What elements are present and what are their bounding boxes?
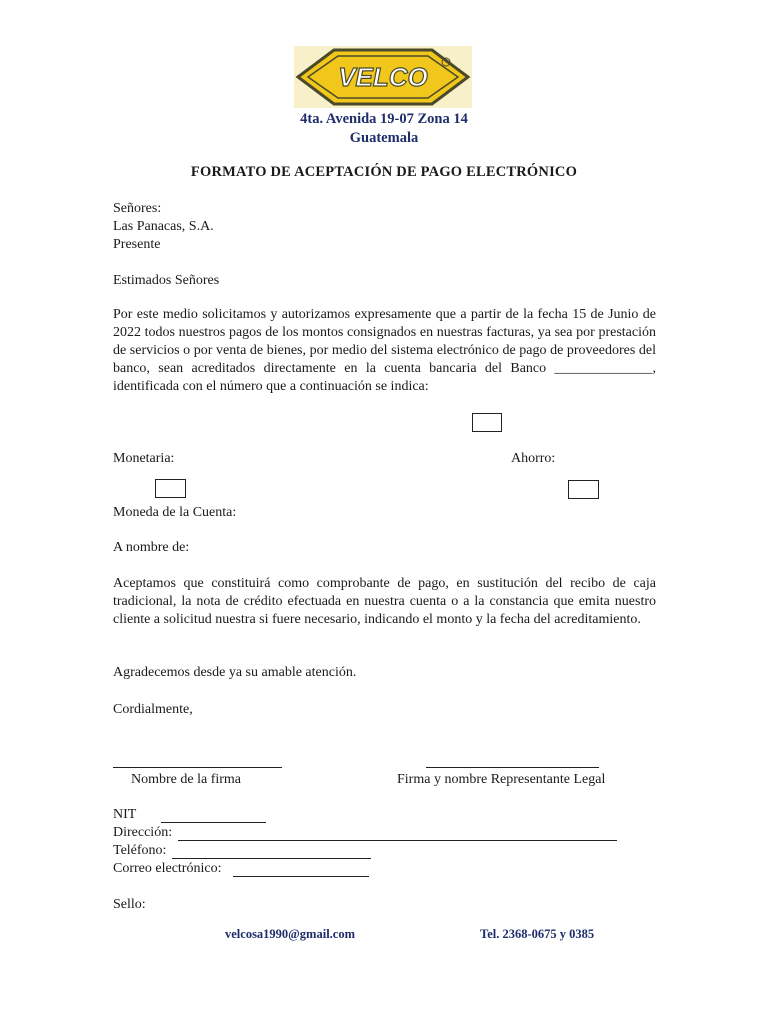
footer-phone: Tel. 2368-0675 y 0385 bbox=[480, 927, 595, 941]
velco-logo bbox=[294, 46, 472, 108]
document-title: FORMATO DE ACEPTACIÓN DE PAGO ELECTRÓNICO bbox=[190, 164, 578, 180]
address-line-1: 4ta. Avenida 19-07 Zona 14 bbox=[300, 111, 468, 127]
nit-label: NIT bbox=[113, 807, 137, 822]
direccion-field-line[interactable] bbox=[178, 840, 617, 841]
recipient-line-3: Presente bbox=[113, 237, 161, 252]
right-signature-line bbox=[426, 767, 599, 768]
correo-field-line[interactable] bbox=[233, 876, 369, 877]
thanks-line: Agradecemos desde ya su amable atención. bbox=[113, 665, 357, 680]
recipient-line-1: Señores: bbox=[113, 201, 162, 216]
direccion-label: Dirección: bbox=[113, 825, 173, 840]
sello-label: Sello: bbox=[113, 897, 146, 912]
acceptance-paragraph: Aceptamos que constituirá como comprobante de pago, en sustitución del recibo de caja tradicional, la nota de crédito efectuada en nuestra cuenta o a la constancia que emita nuestro cliente a solicitud nuestra si fuere necesario, indicando el monto y la fecha del acreditamiento. bbox=[113, 576, 656, 627]
ahorro-checkbox[interactable] bbox=[568, 480, 599, 499]
left-signature-line bbox=[113, 767, 282, 768]
telefono-label: Teléfono: bbox=[113, 843, 167, 858]
closing-line: Cordialmente, bbox=[113, 702, 193, 717]
account-number-box[interactable] bbox=[472, 413, 502, 432]
ahorro-label: Ahorro: bbox=[511, 451, 556, 466]
footer-email: velcosa1990@gmail.com bbox=[225, 927, 356, 941]
correo-label: Correo electrónico: bbox=[113, 861, 222, 876]
right-signature-label: Firma y nombre Representante Legal bbox=[397, 772, 606, 787]
salutation: Estimados Señores bbox=[113, 273, 220, 288]
address-line-2: Guatemala bbox=[349, 130, 419, 146]
authorization-paragraph: Por este medio solicitamos y autorizamos expresamente que a partir de la fecha 15 de Junio de 2022 todos nuestros pagos de los montos consignados en nuestras facturas, ya sea por prestación de servicios o por venta de bienes, por medio del sistema electrónico de pago de proveedores del banco, sean acreditados directamente en la cuenta bancaria del Banco ______________, identificada con el número que a continuación se indica: bbox=[113, 307, 656, 394]
left-signature-label: Nombre de la firma bbox=[131, 772, 242, 787]
recipient-line-2: Las Panacas, S.A. bbox=[113, 219, 214, 234]
nit-field-line[interactable] bbox=[161, 822, 266, 823]
moneda-label: Moneda de la Cuenta: bbox=[113, 505, 237, 520]
telefono-field-line[interactable] bbox=[172, 858, 371, 859]
monetaria-checkbox[interactable] bbox=[155, 479, 186, 498]
svg-text:VELCO: VELCO bbox=[338, 62, 428, 92]
nombre-label: A nombre de: bbox=[113, 540, 190, 555]
monetaria-label: Monetaria: bbox=[113, 451, 175, 466]
